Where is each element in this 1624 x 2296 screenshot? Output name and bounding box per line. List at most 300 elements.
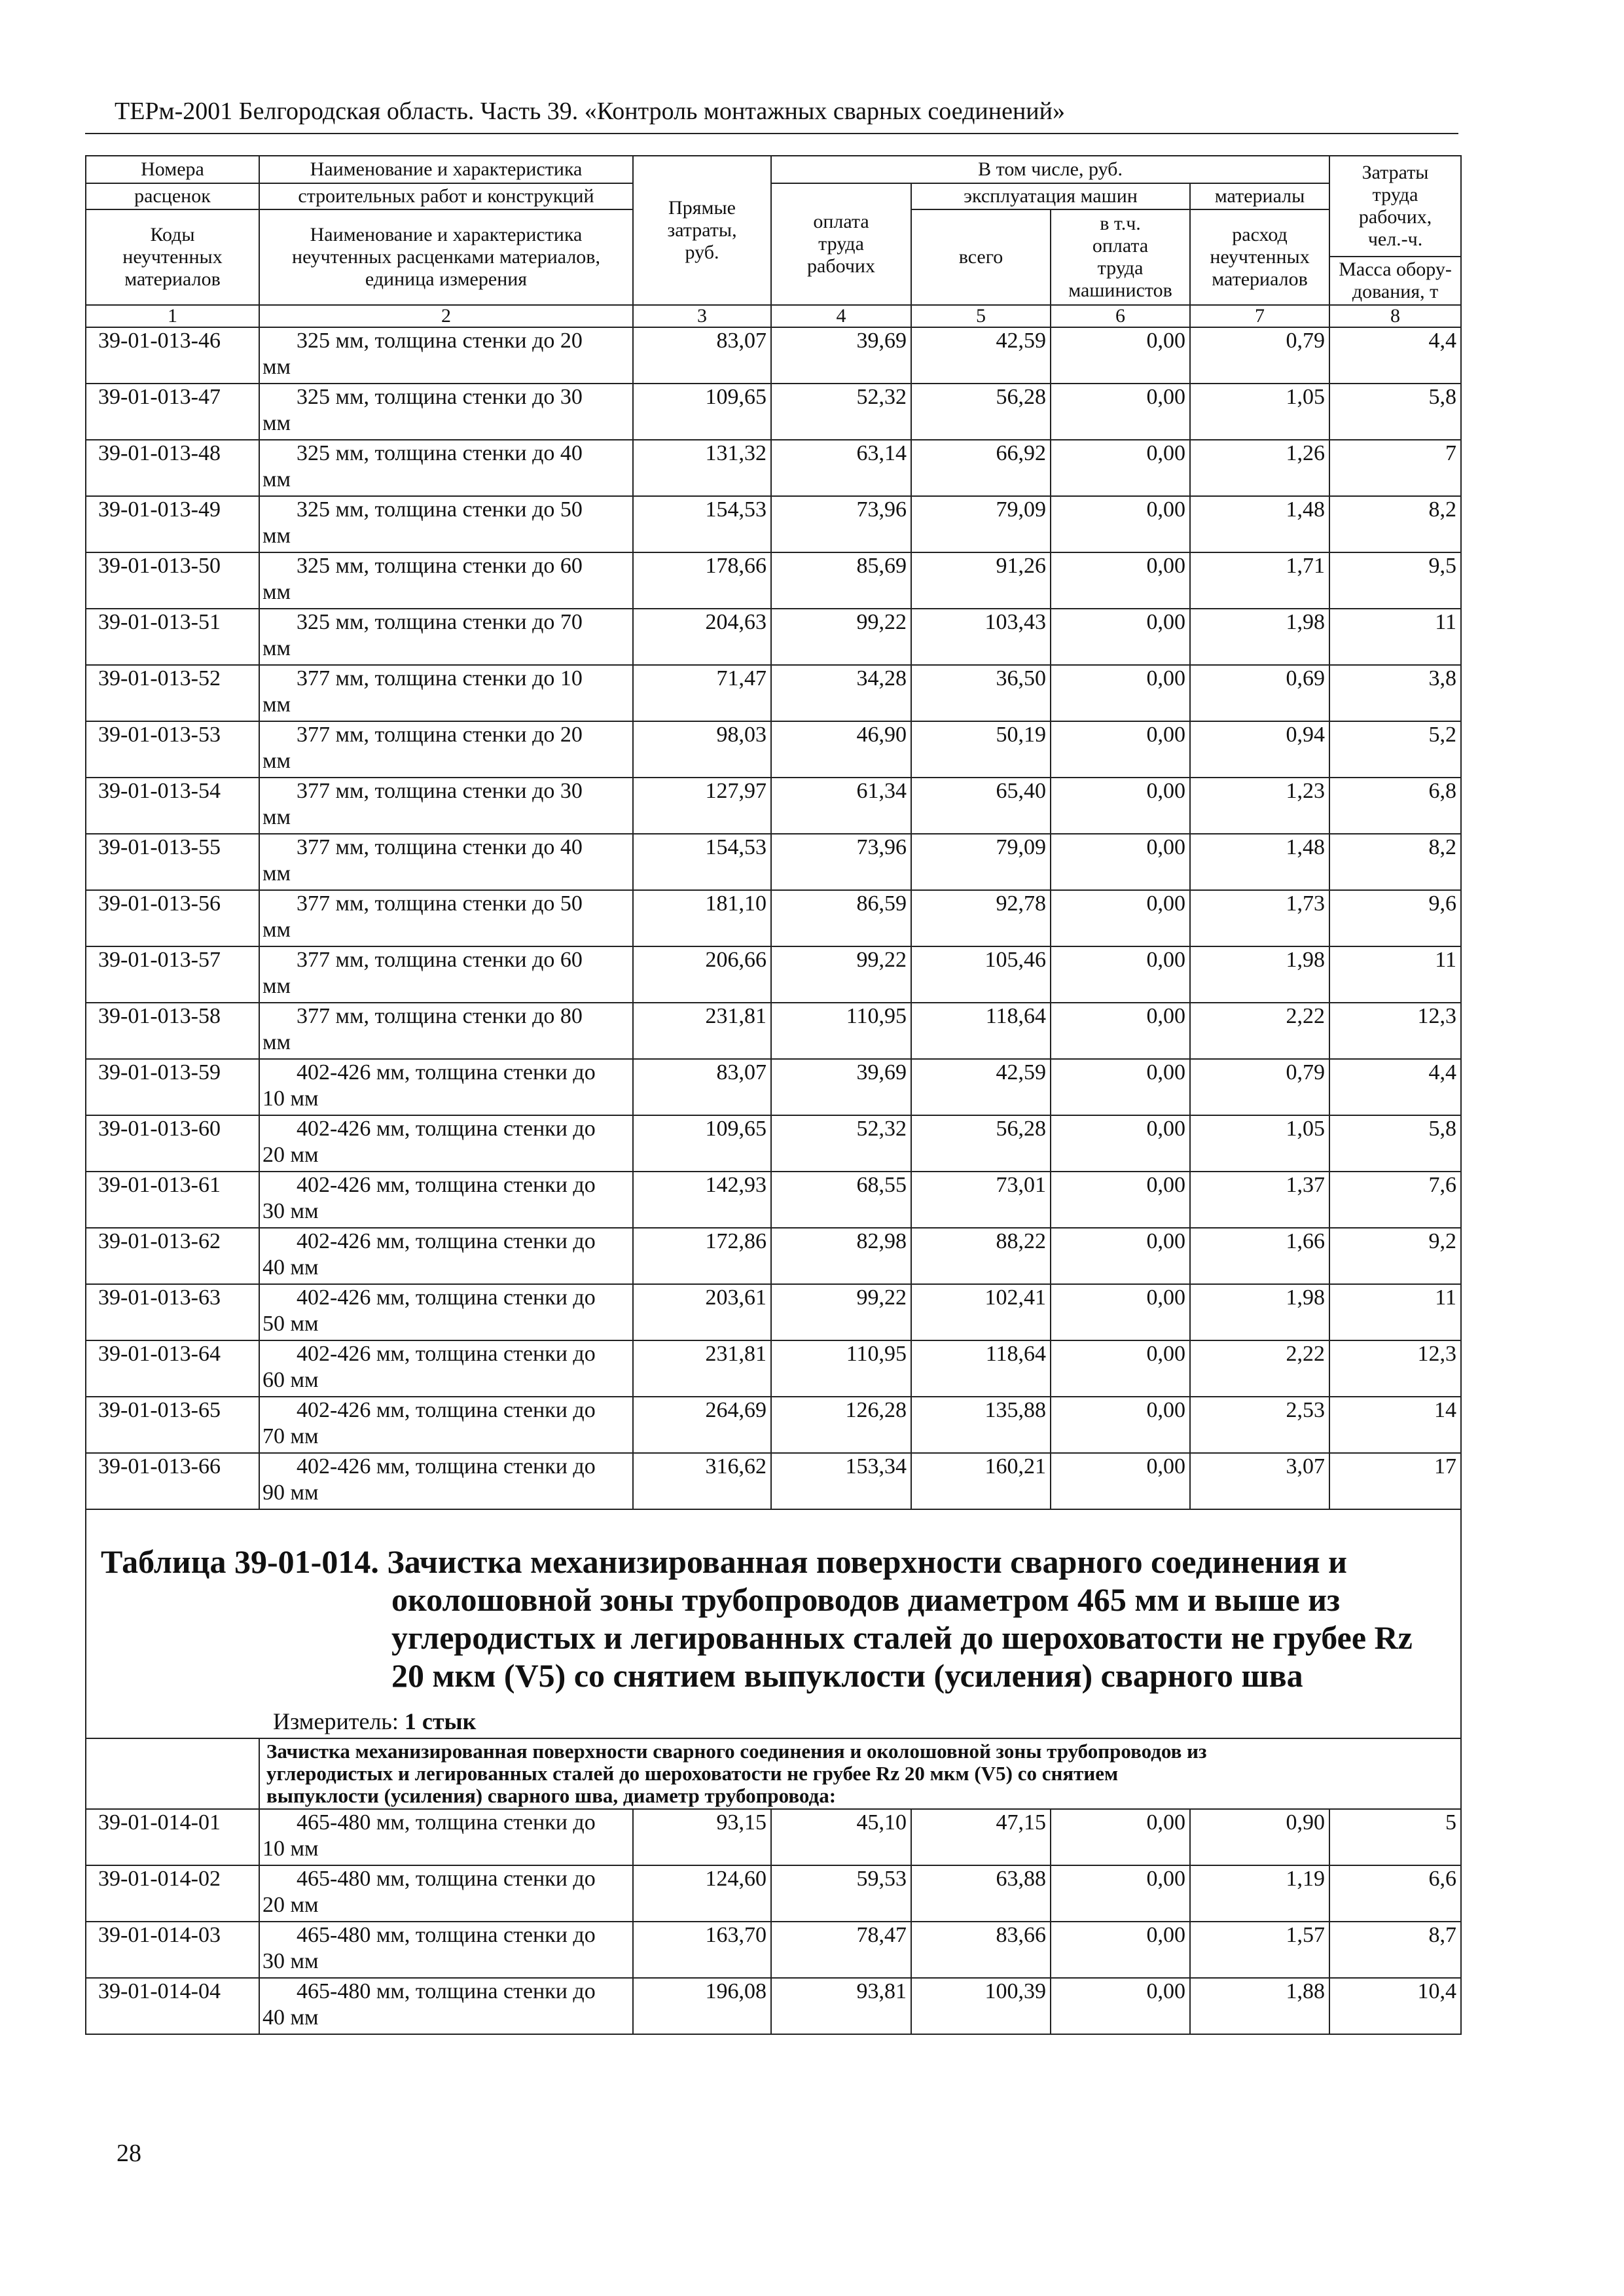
hdr-text: руб. [685, 242, 719, 263]
worker-pay-value: 45,10 [771, 1809, 911, 1865]
work-description [259, 1172, 633, 1228]
table-row [86, 1172, 1461, 1228]
description-line: мм [262, 692, 291, 717]
rate-code: 39-01-013-50 [86, 552, 259, 609]
work-description [259, 665, 633, 721]
direct-costs-value: 231,81 [633, 1340, 771, 1397]
hdr-machines-total: всего [911, 209, 1051, 305]
hdr-text: в т.ч. [1100, 213, 1141, 234]
direct-costs-value: 93,15 [633, 1809, 771, 1865]
labor-cost-value: 0,94 [1190, 721, 1329, 778]
work-description [259, 1922, 633, 1978]
hdr-text: материалов [124, 268, 221, 290]
hdr-text: оплата [1092, 235, 1149, 257]
direct-costs-value: 196,08 [633, 1978, 771, 2034]
rate-code: 39-01-013-60 [86, 1115, 259, 1172]
table-row [86, 1284, 1461, 1340]
labor-hours-value: 5,2 [1329, 721, 1461, 778]
labor-hours-value: 8,2 [1329, 834, 1461, 890]
worker-pay-value: 126,28 [771, 1397, 911, 1453]
work-description [259, 1228, 633, 1284]
work-description [259, 440, 633, 496]
labor-hours-value: 4,4 [1329, 327, 1461, 384]
hdr-in-total: В том числе, руб. [771, 156, 1329, 183]
work-description [259, 1115, 633, 1172]
group-code-cell [86, 1738, 259, 1809]
rate-code: 39-01-013-53 [86, 721, 259, 778]
work-description [259, 834, 633, 890]
labor-cost-value: 0,79 [1190, 1059, 1329, 1115]
section-title-line-3: углеродистых и легированных сталей до шероховатости не грубее Rz [391, 1619, 1413, 1656]
labor-cost-value: 2,22 [1190, 1340, 1329, 1397]
hdr-materials: материалы [1190, 183, 1329, 209]
description-line: 30 мм [262, 1199, 319, 1223]
rate-code: 39-01-013-61 [86, 1172, 259, 1228]
labor-hours-value: 5,8 [1329, 384, 1461, 440]
machinist-pay-value: 0,00 [1051, 1172, 1190, 1228]
machines-total-value: 118,64 [911, 1003, 1051, 1059]
work-description [259, 778, 633, 834]
machinist-pay-value: 0,00 [1051, 440, 1190, 496]
machinist-pay-value: 0,00 [1051, 384, 1190, 440]
work-description [259, 1809, 633, 1865]
hdr-rate-numbers-2 [86, 183, 259, 209]
description-line: 402-426 мм, толщина стенки до [297, 1117, 596, 1141]
table-row [86, 890, 1461, 946]
description-line: мм [262, 749, 291, 773]
description-line: 325 мм, толщина стенки до 20 [297, 329, 583, 353]
work-description [259, 1003, 633, 1059]
group-heading-line: углеродистых и легированных сталей до шероховатости не грубее Rz 20 мкм (V5) со снятием [266, 1762, 1119, 1785]
description-line: 325 мм, толщина стенки до 70 [297, 610, 583, 634]
hdr-labor [1329, 156, 1461, 257]
labor-hours-value: 11 [1329, 1284, 1461, 1340]
machines-total-value: 47,15 [911, 1809, 1051, 1865]
worker-pay-value: 82,98 [771, 1228, 911, 1284]
direct-costs-value: 316,62 [633, 1453, 771, 1509]
hdr-text: труда [1097, 257, 1144, 279]
description-line: мм [262, 1030, 291, 1054]
rate-code: 39-01-013-62 [86, 1228, 259, 1284]
machinist-pay-value: 0,00 [1051, 1003, 1190, 1059]
hdr-text: материалов [1212, 268, 1308, 290]
labor-cost-value: 1,98 [1190, 609, 1329, 665]
hdr-text: затраты, [667, 219, 737, 241]
direct-costs-value: 154,53 [633, 496, 771, 552]
table-row [86, 834, 1461, 890]
group-heading-line: выпуклости (усиления) сварного шва, диаметр трубопровода: [266, 1784, 837, 1807]
col-number: 3 [633, 305, 771, 327]
labor-cost-value: 1,23 [1190, 778, 1329, 834]
hdr-text: машинистов [1068, 279, 1172, 301]
machines-total-value: 88,22 [911, 1228, 1051, 1284]
labor-cost-value: 2,53 [1190, 1397, 1329, 1453]
machinist-pay-value: 0,00 [1051, 778, 1190, 834]
group-heading-line: Зачистка механизированная поверхности сварного соединения и околошовной зоны трубопроводов из [266, 1740, 1207, 1763]
machines-total-value: 63,88 [911, 1865, 1051, 1922]
labor-hours-value: 14 [1329, 1397, 1461, 1453]
description-line: 377 мм, толщина стенки до 50 [297, 891, 583, 916]
hdr-worker-pay [771, 183, 911, 305]
description-line: 377 мм, толщина стенки до 30 [297, 779, 583, 803]
rate-code: 39-01-014-04 [86, 1978, 259, 2034]
description-line: мм [262, 918, 291, 942]
hdr-text: труда [1372, 184, 1418, 206]
table-row [86, 778, 1461, 834]
hdr-text: Номера [141, 158, 204, 180]
direct-costs-value: 154,53 [633, 834, 771, 890]
description-line: мм [262, 974, 291, 998]
hdr-text: строительных работ и конструкций [298, 185, 594, 207]
rate-code: 39-01-013-66 [86, 1453, 259, 1509]
col-number: 4 [771, 305, 911, 327]
machines-total-value: 160,21 [911, 1453, 1051, 1509]
rate-code: 39-01-013-58 [86, 1003, 259, 1059]
hdr-text: дования, т [1352, 281, 1439, 302]
header-rule [85, 133, 1458, 134]
running-header: ТЕРм-2001 Белгородская область. Часть 39. «Контроль монтажных сварных соединений» [115, 98, 1065, 125]
hdr-text: Прямые [668, 197, 736, 219]
machinist-pay-value: 0,00 [1051, 1228, 1190, 1284]
labor-cost-value: 1,73 [1190, 890, 1329, 946]
machines-total-value: 73,01 [911, 1172, 1051, 1228]
description-line: 377 мм, толщина стенки до 40 [297, 835, 583, 859]
machines-total-value: 135,88 [911, 1397, 1051, 1453]
hdr-text: рабочих [807, 255, 875, 277]
work-description [259, 552, 633, 609]
worker-pay-value: 68,55 [771, 1172, 911, 1228]
description-line: 465-480 мм, толщина стенки до [297, 1867, 596, 1891]
rate-code: 39-01-014-01 [86, 1809, 259, 1865]
work-description [259, 946, 633, 1003]
description-line: 402-426 мм, толщина стенки до [297, 1060, 596, 1085]
rate-code: 39-01-013-54 [86, 778, 259, 834]
machinist-pay-value: 0,00 [1051, 1978, 1190, 2034]
col-number: 7 [1190, 305, 1329, 327]
hdr-machines: эксплуатация машин [911, 183, 1190, 209]
work-description [259, 1059, 633, 1115]
labor-cost-value: 1,98 [1190, 946, 1329, 1003]
description-line: 325 мм, толщина стенки до 60 [297, 554, 583, 578]
labor-cost-value: 1,05 [1190, 384, 1329, 440]
hdr-text: Наименование и характеристика [310, 158, 583, 180]
labor-hours-value: 11 [1329, 609, 1461, 665]
labor-hours-value: 7,6 [1329, 1172, 1461, 1228]
rate-code: 39-01-013-46 [86, 327, 259, 384]
machines-total-value: 79,09 [911, 496, 1051, 552]
table-row [86, 327, 1461, 384]
work-description [259, 1453, 633, 1509]
table-header [86, 156, 1461, 327]
direct-costs-value: 206,66 [633, 946, 771, 1003]
description-line: 10 мм [262, 1086, 319, 1111]
labor-hours-value: 5 [1329, 1809, 1461, 1865]
machines-total-value: 65,40 [911, 778, 1051, 834]
worker-pay-value: 63,14 [771, 440, 911, 496]
work-description [259, 1978, 633, 2034]
description-line: 40 мм [262, 1255, 319, 1280]
rate-code: 39-01-013-47 [86, 384, 259, 440]
labor-hours-value: 12,3 [1329, 1003, 1461, 1059]
work-description [259, 609, 633, 665]
hdr-text: расход [1232, 224, 1288, 245]
direct-costs-value: 203,61 [633, 1284, 771, 1340]
hdr-text: единица измерения [365, 268, 528, 290]
direct-costs-value: 181,10 [633, 890, 771, 946]
labor-hours-value: 3,8 [1329, 665, 1461, 721]
section-39-01-014 [86, 1509, 1461, 1809]
description-line: 402-426 мм, толщина стенки до [297, 1342, 596, 1366]
description-line: 377 мм, толщина стенки до 80 [297, 1004, 583, 1028]
description-line: мм [262, 805, 291, 829]
work-description [259, 1284, 633, 1340]
rate-code: 39-01-013-63 [86, 1284, 259, 1340]
rate-code: 39-01-013-51 [86, 609, 259, 665]
labor-cost-value: 2,22 [1190, 1003, 1329, 1059]
worker-pay-value: 86,59 [771, 890, 911, 946]
description-line: 90 мм [262, 1480, 319, 1505]
worker-pay-value: 59,53 [771, 1865, 911, 1922]
hdr-material-codes [86, 209, 259, 305]
worker-pay-value: 73,96 [771, 834, 911, 890]
rate-code: 39-01-013-65 [86, 1397, 259, 1453]
table-row [86, 1397, 1461, 1453]
machines-total-value: 103,43 [911, 609, 1051, 665]
machinist-pay-value: 0,00 [1051, 1059, 1190, 1115]
description-line: 465-480 мм, толщина стенки до [297, 1810, 596, 1835]
col-number: 8 [1329, 305, 1461, 327]
description-line: 402-426 мм, толщина стенки до [297, 1173, 596, 1197]
labor-hours-value: 9,2 [1329, 1228, 1461, 1284]
description-line: 325 мм, толщина стенки до 50 [297, 497, 583, 522]
machinist-pay-value: 0,00 [1051, 1865, 1190, 1922]
description-line: 377 мм, толщина стенки до 60 [297, 948, 583, 972]
worker-pay-value: 39,69 [771, 1059, 911, 1115]
labor-hours-value: 8,2 [1329, 496, 1461, 552]
section-caption [86, 1509, 1461, 1738]
worker-pay-value: 39,69 [771, 327, 911, 384]
table-row [86, 1059, 1461, 1115]
machines-total-value: 105,46 [911, 946, 1051, 1003]
table-row [86, 1978, 1461, 2034]
col-number: 6 [1051, 305, 1190, 327]
machines-total-value: 102,41 [911, 1284, 1051, 1340]
direct-costs-value: 172,86 [633, 1228, 771, 1284]
work-description [259, 1865, 633, 1922]
labor-cost-value: 0,69 [1190, 665, 1329, 721]
page-number: 28 [117, 2140, 141, 2167]
hdr-text: труда [818, 233, 864, 255]
description-line: 20 мм [262, 1143, 319, 1167]
labor-cost-value: 0,79 [1190, 327, 1329, 384]
direct-costs-value: 124,60 [633, 1865, 771, 1922]
labor-hours-value: 6,8 [1329, 778, 1461, 834]
hdr-text: Наименование и характеристика [310, 224, 583, 245]
direct-costs-value: 83,07 [633, 327, 771, 384]
hdr-work-name [259, 156, 633, 183]
column-numbers-row [86, 305, 1461, 327]
machinist-pay-value: 0,00 [1051, 609, 1190, 665]
table-row [86, 1809, 1461, 1865]
worker-pay-value: 99,22 [771, 946, 911, 1003]
machinist-pay-value: 0,00 [1051, 890, 1190, 946]
hdr-material-consumption [1190, 209, 1329, 305]
description-line: мм [262, 355, 291, 379]
machines-total-value: 42,59 [911, 1059, 1051, 1115]
description-line: 402-426 мм, толщина стенки до [297, 1229, 596, 1253]
hdr-direct-costs [633, 156, 771, 305]
rate-code: 39-01-013-48 [86, 440, 259, 496]
description-line: 465-480 мм, толщина стенки до [297, 1923, 596, 1947]
labor-hours-value: 9,5 [1329, 552, 1461, 609]
table-row [86, 1003, 1461, 1059]
hdr-text: неучтенных [122, 246, 223, 268]
section-title-line-2: околошовной зоны трубопроводов диаметром 465 мм и выше из [391, 1581, 1341, 1618]
table-row [86, 609, 1461, 665]
hdr-text: рабочих, [1358, 206, 1432, 228]
labor-hours-value: 5,8 [1329, 1115, 1461, 1172]
table-row [86, 1115, 1461, 1172]
machinist-pay-value: 0,00 [1051, 327, 1190, 384]
machinist-pay-value: 0,00 [1051, 946, 1190, 1003]
table-row [86, 721, 1461, 778]
work-description [259, 496, 633, 552]
labor-cost-value: 1,57 [1190, 1922, 1329, 1978]
description-line: 402-426 мм, толщина стенки до [297, 1285, 596, 1310]
hdr-text: оплата [813, 211, 869, 232]
labor-cost-value: 1,37 [1190, 1172, 1329, 1228]
worker-pay-value: 93,81 [771, 1978, 911, 2034]
machines-total-value: 83,66 [911, 1922, 1051, 1978]
description-line: 465-480 мм, толщина стенки до [297, 1979, 596, 2003]
worker-pay-value: 99,22 [771, 609, 911, 665]
labor-cost-value: 1,88 [1190, 1978, 1329, 2034]
machinist-pay-value: 0,00 [1051, 1922, 1190, 1978]
table-row [86, 496, 1461, 552]
table-row [86, 946, 1461, 1003]
direct-costs-value: 264,69 [633, 1397, 771, 1453]
work-description [259, 384, 633, 440]
hdr-machinist-pay [1051, 209, 1190, 305]
machines-total-value: 79,09 [911, 834, 1051, 890]
table-row [86, 1340, 1461, 1397]
work-description [259, 890, 633, 946]
description-line: мм [262, 524, 291, 548]
rate-code: 39-01-013-49 [86, 496, 259, 552]
direct-costs-value: 163,70 [633, 1922, 771, 1978]
direct-costs-value: 204,63 [633, 609, 771, 665]
direct-costs-value: 131,32 [633, 440, 771, 496]
worker-pay-value: 52,32 [771, 1115, 911, 1172]
rate-code: 39-01-014-02 [86, 1865, 259, 1922]
direct-costs-value: 178,66 [633, 552, 771, 609]
labor-cost-value: 1,48 [1190, 834, 1329, 890]
rows-table-39-01-014 [86, 1809, 1461, 2034]
description-line: 70 мм [262, 1424, 319, 1448]
worker-pay-value: 52,32 [771, 384, 911, 440]
labor-cost-value: 1,19 [1190, 1865, 1329, 1922]
machines-total-value: 66,92 [911, 440, 1051, 496]
hdr-text: Затраты [1362, 162, 1429, 183]
direct-costs-value: 98,03 [633, 721, 771, 778]
machines-total-value: 91,26 [911, 552, 1051, 609]
worker-pay-value: 99,22 [771, 1284, 911, 1340]
worker-pay-value: 61,34 [771, 778, 911, 834]
description-line: мм [262, 411, 291, 435]
machines-total-value: 56,28 [911, 384, 1051, 440]
rate-code: 39-01-013-55 [86, 834, 259, 890]
labor-hours-value: 10,4 [1329, 1978, 1461, 2034]
labor-cost-value: 1,26 [1190, 440, 1329, 496]
machines-total-value: 100,39 [911, 1978, 1051, 2034]
table-row [86, 384, 1461, 440]
labor-cost-value: 1,05 [1190, 1115, 1329, 1172]
rate-code: 39-01-013-52 [86, 665, 259, 721]
direct-costs-value: 142,93 [633, 1172, 771, 1228]
unit-value: 1 стык [404, 1708, 477, 1734]
rate-code: 39-01-013-56 [86, 890, 259, 946]
labor-hours-value: 11 [1329, 946, 1461, 1003]
labor-hours-value: 9,6 [1329, 890, 1461, 946]
table-row [86, 440, 1461, 496]
labor-hours-value: 4,4 [1329, 1059, 1461, 1115]
machines-total-value: 42,59 [911, 327, 1051, 384]
work-description [259, 1397, 633, 1453]
machinist-pay-value: 0,00 [1051, 834, 1190, 890]
description-line: 60 мм [262, 1368, 319, 1392]
worker-pay-value: 110,95 [771, 1340, 911, 1397]
labor-cost-value: 0,90 [1190, 1809, 1329, 1865]
machines-total-value: 92,78 [911, 890, 1051, 946]
labor-hours-value: 17 [1329, 1453, 1461, 1509]
worker-pay-value: 34,28 [771, 665, 911, 721]
table-row [86, 665, 1461, 721]
machinist-pay-value: 0,00 [1051, 496, 1190, 552]
rate-code: 39-01-013-57 [86, 946, 259, 1003]
section-title-line-4: 20 мкм (V5) со снятием выпуклости (усиления) сварного шва [391, 1657, 1303, 1694]
direct-costs-value: 109,65 [633, 384, 771, 440]
hdr-text: неучтенных расценками материалов, [292, 246, 600, 268]
labor-cost-value: 1,48 [1190, 496, 1329, 552]
description-line: 377 мм, толщина стенки до 10 [297, 666, 583, 691]
table-row [86, 1453, 1461, 1509]
worker-pay-value: 110,95 [771, 1003, 911, 1059]
labor-hours-value: 8,7 [1329, 1922, 1461, 1978]
worker-pay-value: 85,69 [771, 552, 911, 609]
description-line: 10 мм [262, 1837, 319, 1861]
labor-hours-value: 7 [1329, 440, 1461, 496]
machines-total-value: 56,28 [911, 1115, 1051, 1172]
machinist-pay-value: 0,00 [1051, 721, 1190, 778]
machinist-pay-value: 0,00 [1051, 665, 1190, 721]
section-title-line-1: Таблица 39-01-014. Зачистка механизированная поверхности сварного соединения и [101, 1543, 1347, 1580]
machines-total-value: 50,19 [911, 721, 1051, 778]
worker-pay-value: 73,96 [771, 496, 911, 552]
machinist-pay-value: 0,00 [1051, 1809, 1190, 1865]
table-row [86, 1865, 1461, 1922]
labor-hours-value: 12,3 [1329, 1340, 1461, 1397]
rate-code: 39-01-014-03 [86, 1922, 259, 1978]
table-row [86, 552, 1461, 609]
group-heading [259, 1738, 1461, 1809]
description-line: 30 мм [262, 1949, 319, 1973]
description-line: 50 мм [262, 1312, 319, 1336]
labor-hours-value: 6,6 [1329, 1865, 1461, 1922]
table-row [86, 1228, 1461, 1284]
rate-code: 39-01-013-59 [86, 1059, 259, 1115]
worker-pay-value: 78,47 [771, 1922, 911, 1978]
description-line: 377 мм, толщина стенки до 20 [297, 723, 583, 747]
